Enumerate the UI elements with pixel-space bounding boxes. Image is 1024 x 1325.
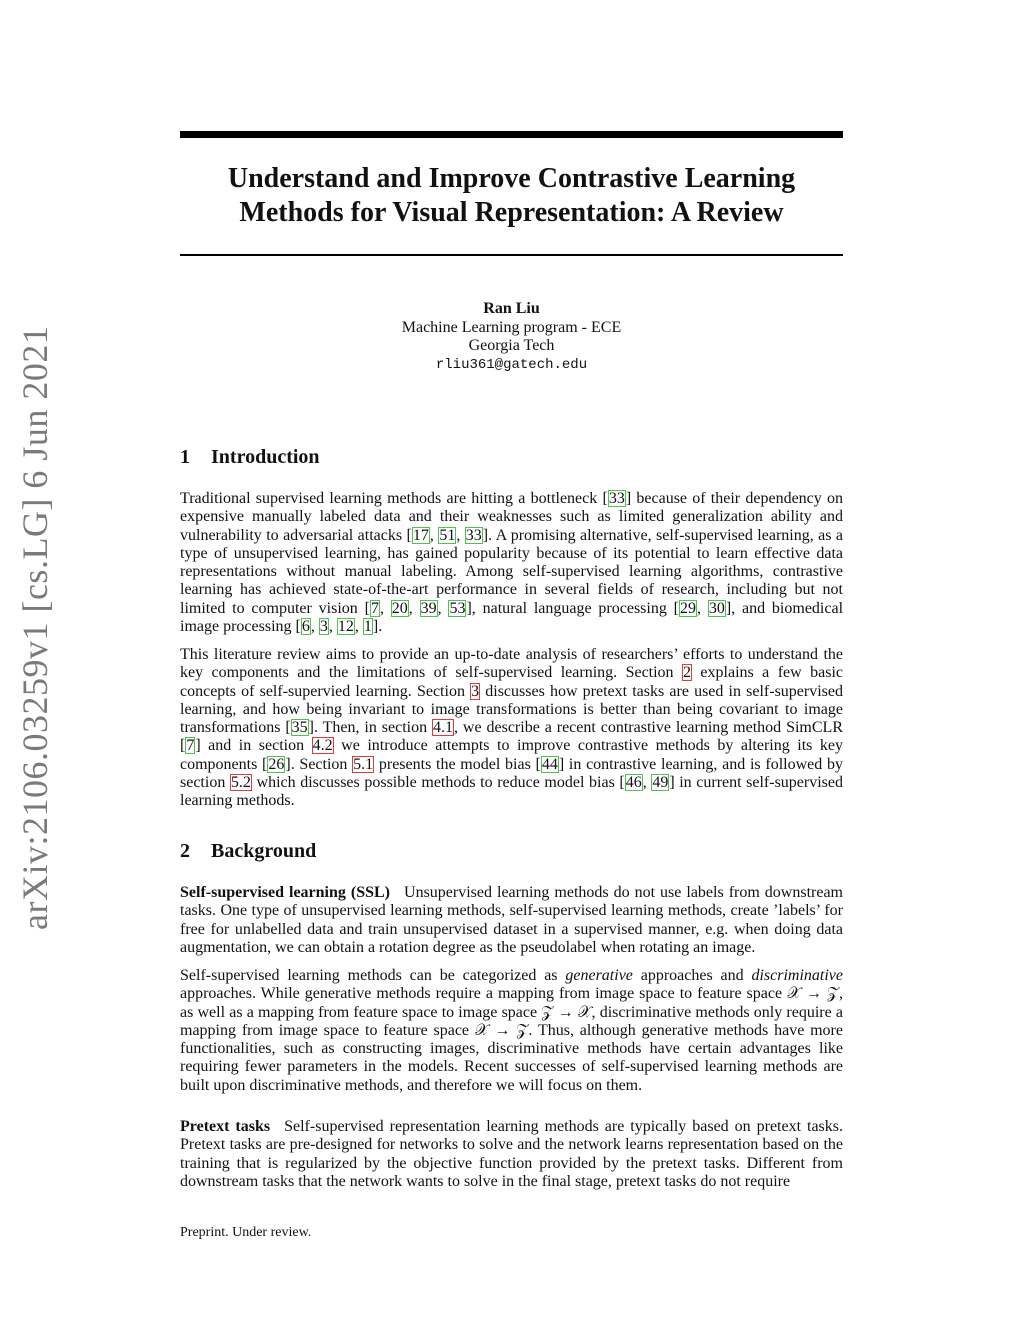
section-title: Background: [211, 840, 317, 862]
citation-link[interactable]: 7: [370, 599, 379, 617]
section-heading-background: [180, 840, 316, 863]
citation-link[interactable]: 6: [301, 618, 310, 636]
section-title: Introduction: [211, 446, 320, 468]
citation-link[interactable]: 26: [268, 755, 285, 773]
author-block: [180, 300, 843, 374]
paragraph-heading: Self-supervised learning (SSL): [180, 884, 391, 901]
section-reference-link[interactable]: 4.1: [433, 719, 454, 737]
title-bottom-rule: [180, 254, 843, 256]
intro-paragraph-1: Traditional supervised learning methods are hitting a bottleneck [33] because of their dependency on expensive manually labeled data and their weaknesses such as limited generalization ability and vulnerability to adversarial attacks [17, 51, 33]. A promising alternative, self-supervised learning, as a type of unsupervised learning, has gained popularity because of its potential to learn effective data representations without manual labeling. Among self-supervised learning algorithms, contrastive learning has achieved state-of-the-art performance in several fields of research, including but not limited to computer vision [7, 20, 39, 53], natural language processing [29, 30], and biomedical image processing [6, 3, 12, 1].: [180, 490, 844, 636]
arxiv-identifier-stamp: arXiv:2106.03259v1 [cs.LG] 6 Jun 2021: [15, 325, 55, 930]
citation-link[interactable]: 3: [319, 618, 328, 636]
citation-link[interactable]: 7: [186, 737, 195, 755]
author-email[interactable]: rliu361@gatech.edu: [435, 356, 588, 373]
citation-link[interactable]: 53: [449, 599, 466, 617]
section-reference-link[interactable]: 4.2: [312, 737, 333, 755]
citation-link[interactable]: 44: [541, 755, 558, 773]
paragraph-heading: Pretext tasks: [180, 1118, 271, 1135]
section-heading-introduction: [180, 446, 320, 469]
citation-link[interactable]: 1: [363, 618, 372, 636]
title-top-rule: [180, 131, 843, 138]
background-paragraph-pretext: Pretext tasks Self-supervised representation learning methods are typically based on pretext tasks. Pretext tasks are pre-designed for networks to solve and the network learns representation based on the training that is regularized by the objective function provided by the pretext tasks. Different from downstream tasks that the network wants to solve in the final stage, pretext tasks do not require: [180, 1118, 844, 1190]
citation-link[interactable]: 33: [608, 490, 625, 507]
section-reference-link[interactable]: 2: [683, 664, 691, 682]
section-reference-link[interactable]: 3: [471, 682, 480, 700]
section-number: 2: [180, 840, 190, 862]
author-affiliation-institution: Georgia Tech: [468, 337, 555, 354]
author-affiliation-program: Machine Learning program - ECE: [401, 318, 622, 336]
citation-link[interactable]: 12: [337, 618, 354, 636]
paper-title: [180, 162, 843, 230]
citation-link[interactable]: 35: [291, 719, 308, 737]
title-line-1: Understand and Improve Contrastive Learning: [227, 163, 796, 194]
citation-link[interactable]: 29: [680, 599, 697, 617]
citation-link[interactable]: 17: [412, 526, 429, 544]
citation-link[interactable]: 20: [391, 599, 408, 617]
citation-link[interactable]: 30: [708, 599, 725, 617]
background-paragraph-categories: Self-supervised learning methods can be categorized as generative approaches and discriminative approaches. While generative methods require a mapping from image space to feature space 𝒳 → 𝒵, as well as a mapping from feature space to image space 𝒵 → 𝒳, discriminative methods only require a mapping from image space to feature space 𝒳 → 𝒵. Thus, although generative methods have more functionalities, such as constructing images, discriminative methods have certain advantages like requiring fewer parameters in the models. Recent successes of self-supervised learning methods are built upon discriminative methods, and therefore we will focus on them.: [180, 967, 844, 1094]
citation-link[interactable]: 49: [652, 774, 669, 792]
intro-paragraph-2: This literature review aims to provide an up-to-date analysis of researchers’ efforts to understand the key components and the limitations of self-supervised learning. Section 2 explains a few basic concepts of self-supervied learning. Section 3 discusses how pretext tasks are used in self-supervised learning, and how being invariant to image transformations is better than being covariant to image transformations [35]. Then, in section 4.1, we describe a recent contrastive learning method SimCLR [7] and in section 4.2 we introduce attempts to improve contrastive methods by altering its key components [26]. Section 5.1 presents the model bias [44] in contrastive learning, and is followed by section 5.2 which discusses possible methods to reduce model bias [46, 49] in current self-supervised learning methods.: [180, 646, 844, 810]
section-reference-link[interactable]: 5.1: [353, 755, 374, 773]
citation-link[interactable]: 51: [439, 526, 456, 544]
author-name: Ran Liu: [483, 300, 540, 317]
citation-link[interactable]: 33: [465, 526, 482, 544]
section-reference-link[interactable]: 5.2: [230, 774, 251, 792]
title-line-2: Methods for Visual Representation: A Review: [239, 197, 784, 228]
page-footer: Preprint. Under review.: [180, 1225, 312, 1240]
section-number: 1: [180, 446, 190, 468]
background-paragraph-ssl: Self-supervised learning (SSL) Unsupervised learning methods do not use labels from downstream tasks. One type of unsupervised learning methods, self-supervised learning methods, create ’labels’ for free for unlabelled data and train unsupervised dataset in a supervised manner, e.g. when doing data augmentation, we can obtain a rotation degree as the pseudolabel when rotating an image.: [180, 884, 844, 956]
citation-link[interactable]: 39: [420, 599, 437, 617]
citation-link[interactable]: 46: [625, 774, 642, 792]
